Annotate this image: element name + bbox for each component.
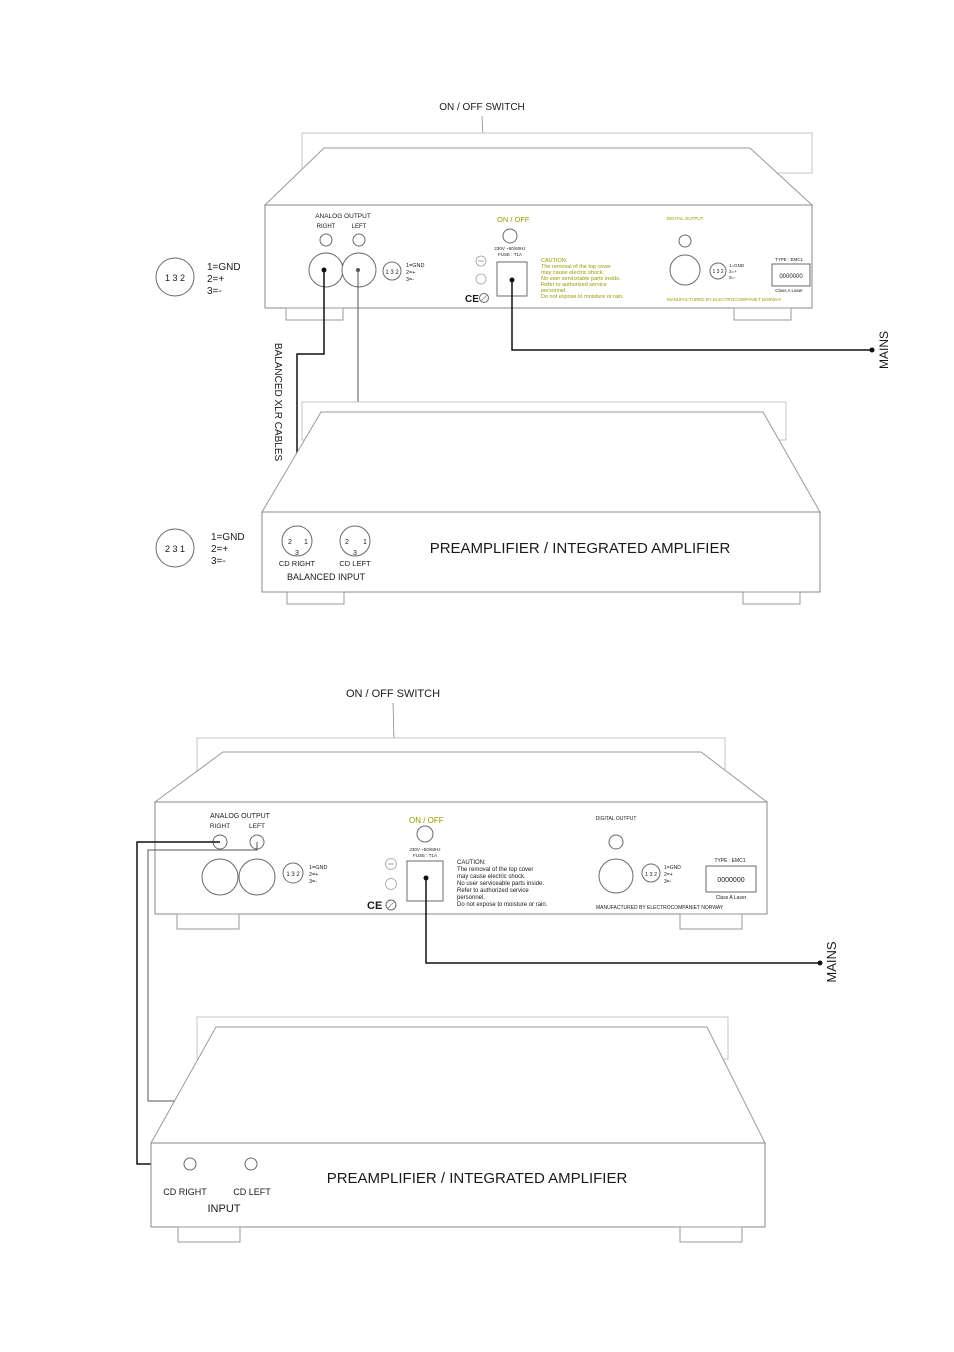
fuse-line-1: 230V ~50/60Hz [494, 246, 526, 251]
serial-number-2: 0000000 [717, 877, 745, 884]
right-label: RIGHT [316, 224, 336, 230]
on-off-switch-callout-2: ON / OFF SWITCH [345, 688, 441, 700]
cd-player-rear-panel [265, 205, 812, 308]
pin-legend-1: 1=GND [406, 263, 425, 269]
on-off-switch-callout: ON / OFF SWITCH [439, 102, 525, 113]
legend-bottom-line-1: 1=GND [211, 532, 245, 543]
caution-line-7: Do not expose to moisture or rain. [541, 294, 624, 300]
mains-socket-2[interactable] [407, 861, 443, 901]
legend-top-line-3: 3=- [207, 286, 222, 297]
caution-line-6: personnel. [541, 288, 567, 294]
xlr-female-pins: 2 3 1 [164, 544, 186, 554]
serial-number: 0000000 [779, 274, 803, 280]
rca-left-output[interactable] [353, 234, 365, 246]
xlr-pin-icon-digits-2: 1 3 2 [286, 872, 300, 878]
amp-foot-left-2 [178, 1227, 240, 1242]
amplifier-label-2: PREAMPLIFIER / INTEGRATED AMPLIFIER [326, 1170, 628, 1187]
xlr-right-pin-3: 3 [295, 550, 299, 557]
caution-2-line-4: No user serviceable parts inside. [457, 881, 545, 887]
foot-right [734, 308, 791, 320]
digital-xlr-output[interactable] [670, 255, 700, 285]
amp-foot-right [743, 592, 800, 604]
fuse-line-2-1: 230V ~50/60Hz [409, 847, 441, 852]
foot-right-2 [680, 914, 742, 929]
ce-mark-icon: CE [465, 294, 479, 305]
diagram-balanced-connection [156, 102, 891, 604]
type-label-2: TYPE : EMC1 [714, 858, 746, 864]
mains-label-2: MAINS [824, 941, 839, 983]
rca-right-output[interactable] [320, 234, 332, 246]
amplifier-label: PREAMPLIFIER / INTEGRATED AMPLIFIER [429, 540, 731, 557]
caution-2-line-2: The removal of the top cover [457, 867, 534, 873]
xlr-male-pins: 1 3 2 [164, 273, 186, 283]
rca-left-input[interactable] [245, 1158, 257, 1170]
caution-line-1: CAUTION: [541, 258, 568, 264]
caution-line-2: The removal of the top cover [541, 264, 612, 270]
right-label-2: RIGHT [209, 823, 231, 830]
rca-right-input[interactable] [184, 1158, 196, 1170]
xlr-right-pin-1: 1 [304, 539, 308, 546]
xlr-pin-icon-digital-digits-2: 1 3 2 [644, 872, 658, 878]
cd-player-unit-2 [155, 738, 767, 929]
foot-left [286, 308, 343, 320]
xlr-left-pin-3: 3 [353, 550, 357, 557]
cd-left-label-2: CD LEFT [233, 1187, 271, 1197]
digital-pin-legend-2-1: 1=GND [664, 865, 681, 871]
on-off-switch-2[interactable] [417, 826, 433, 842]
analog-output-label: ANALOG OUTPUT [315, 213, 371, 220]
legend-top-line-1: 1=GND [207, 262, 241, 273]
ce-mark-icon-2: CE [367, 900, 383, 912]
pin-legend-2-2: 2=+ [309, 872, 319, 878]
amp-foot-left [287, 592, 344, 604]
digital-coax-output-2[interactable] [609, 835, 623, 849]
xlr-cable-right-start [322, 268, 327, 273]
caution-2-line-5: Refer to authorized service [457, 888, 529, 894]
on-off-switch[interactable] [503, 229, 517, 243]
foot-left-2 [177, 914, 239, 929]
on-off-label: ON / OFF [497, 215, 530, 224]
pin-legend-2: 2=+ [406, 270, 416, 276]
manufacturer-label: MANUFACTURED BY ELECTROCOMPANIET NORWAY [667, 297, 782, 302]
manufacturer-label-2: MANUFACTURED BY ELECTROCOMPANIET NORWAY [596, 905, 724, 911]
on-off-label-2: ON / OFF [409, 816, 444, 825]
xlr-cable-left-start [356, 268, 360, 272]
digital-output-label-2: DIGITAL OUTPUT [595, 816, 637, 822]
pin-legend-3: 3=- [406, 277, 415, 283]
digital-pin-legend-2-2: 2=+ [664, 872, 673, 878]
pin-legend-2-1: 1=GND [309, 865, 328, 871]
mains-label: MAINS [877, 330, 891, 370]
digital-xlr-output-2[interactable] [599, 859, 633, 893]
balanced-input-label: BALANCED INPUT [286, 572, 366, 582]
earth-icon [476, 274, 486, 284]
cd-player-lid [265, 148, 812, 205]
cd-right-label-2: CD RIGHT [163, 1187, 207, 1197]
amp-foot-right-2 [680, 1227, 742, 1242]
fuse-line-2: FUSE : T1A [498, 252, 522, 257]
digital-pin-legend-1: 1=GND [729, 263, 745, 268]
amplifier-unit-rca [151, 1017, 765, 1242]
xlr-right-pin-2: 2 [288, 539, 292, 546]
left-label-2: LEFT [249, 823, 265, 830]
left-label: LEFT [351, 224, 367, 230]
caution-2-line-3: may cause electric shock. [457, 874, 526, 880]
caution-2-line-1: CAUTION: [457, 860, 486, 866]
digital-pin-legend-3: 3=- [729, 275, 736, 280]
cd-left-label: CD LEFT [339, 559, 371, 568]
balanced-cables-label: BALANCED XLR CABLES [272, 342, 283, 462]
xlr-right-output-2[interactable] [202, 859, 238, 895]
amp-lid [262, 412, 820, 512]
xlr-pin-icon-digital-digits: 1 3 2 [712, 269, 724, 275]
xlr-left-pin-1: 1 [363, 539, 367, 546]
laser-class: Class A Laser [775, 288, 803, 293]
caution-2-line-6: personnel. [457, 895, 486, 901]
input-label: INPUT [207, 1203, 241, 1215]
laser-class-2: Class A Laser [715, 895, 747, 901]
mains-plug-dot-2 [818, 961, 823, 966]
caution-line-3: may cause electric shock. [541, 270, 604, 276]
amplifier-unit-balanced [262, 402, 820, 604]
caution-line-4: No user serviceable parts inside. [541, 276, 621, 282]
mains-cable-end-2 [424, 876, 429, 881]
legend-bottom-line-2: 2=+ [211, 544, 229, 555]
fuse-line-2-2: FUSE : T1A [413, 853, 437, 858]
cd-player-lid-2 [155, 752, 767, 802]
caution-2-line-7: Do not expose to moisture or rain. [457, 902, 548, 908]
cd-player-unit [265, 133, 812, 320]
type-label: TYPE : EMC1 [774, 257, 804, 262]
pin-legend-2-3: 3=- [309, 879, 318, 885]
digital-output-label: DIGITAL OUTPUT [666, 216, 704, 221]
diagram-rca-connection [137, 688, 839, 1242]
caution-line-5: Refer to authorized service [541, 282, 607, 288]
earth-icon-2 [386, 879, 397, 890]
cd-right-label: CD RIGHT [278, 559, 316, 568]
legend-top-line-2: 2=+ [207, 274, 225, 285]
xlr-pin-icon-digits: 1 3 2 [385, 270, 399, 276]
mains-plug-dot [870, 348, 875, 353]
xlr-left-output-2[interactable] [239, 859, 275, 895]
legend-bottom-line-3: 3=- [211, 556, 226, 567]
digital-pin-legend-2: 2=+ [729, 269, 737, 274]
digital-pin-legend-2-3: 3=- [664, 879, 672, 885]
analog-output-label-2: ANALOG OUTPUT [210, 813, 270, 820]
digital-coax-output[interactable] [679, 235, 691, 247]
xlr-left-pin-2: 2 [345, 539, 349, 546]
mains-cable-end [510, 278, 515, 283]
amp-lid-2 [151, 1027, 765, 1143]
